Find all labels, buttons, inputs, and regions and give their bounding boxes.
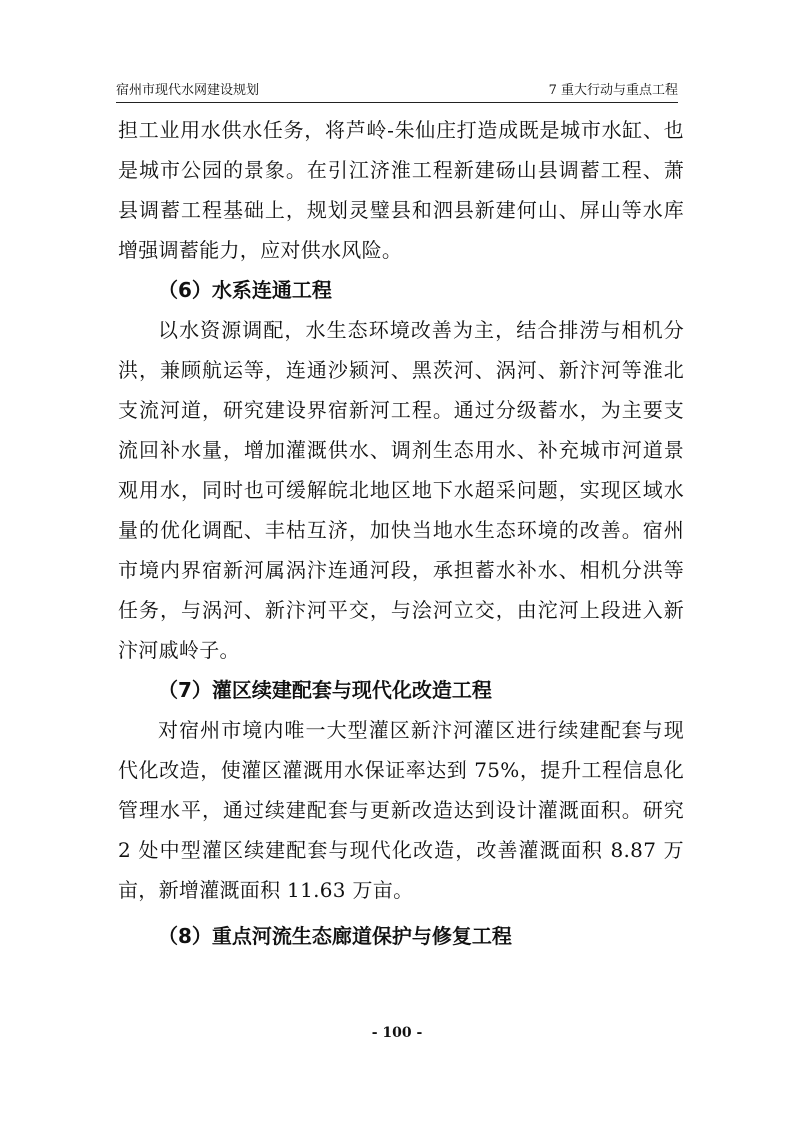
section-heading-ecological-corridor: （8）重点河流生态廊道保护与修复工程 [158, 924, 512, 948]
page-body [118, 110, 684, 956]
body-paragraph: 担工业用水供水任务，将芦岭-朱仙庄打造成既是城市水缸、也是城市公园的景象。在引江济淮工程新建砀山县调蓄工程、萧县调蓄工程基础上，规划灵璧县和泗县新建何山、屏山等水库增强调蓄能力，应对供水风险。 [118, 118, 684, 262]
section-heading-water-connection: （6）水系连通工程 [158, 278, 332, 302]
page-header [116, 80, 678, 103]
header-document-title: 宿州市现代水网建设规划 [116, 83, 260, 98]
section-heading-irrigation: （7）灌区续建配套与现代化改造工程 [158, 678, 492, 702]
header-chapter-title: 7 重大行动与重点工程 [548, 83, 678, 98]
page-number: - 100 - [371, 1025, 423, 1041]
body-paragraph: 对宿州市境内唯一大型灌区新汴河灌区进行续建配套与现代化改造，使灌区灌溉用水保证率达到 75%，提升工程信息化管理水平，通过续建配套与更新改造达到设计灌溉面积。研究 2 处中型灌区续建配套与现代化改造，改善灌溉面积 8.87 万亩，新增灌溉面积 11.63 万亩。 [118, 718, 684, 902]
body-paragraph: 以水资源调配，水生态环境改善为主，结合排涝与相机分洪，兼顾航运等，连通沙颍河、黑茨河、涡河、新汴河等淮北支流河道，研究建设界宿新河工程。通过分级蓄水，为主要支流回补水量，增加灌溉供水、调剂生态用水、补充城市河道景观用水，同时也可缓解皖北地区地下水超采问题，实现区域水量的优化调配、丰枯互济，加快当地水生态环境的改善。宿州市境内界宿新河属涡汴连通河段，承担蓄水补水、相机分洪等任务，与涡河、新汴河平交，与浍河立交，由沱河上段进入新汴河戚岭子。 [118, 318, 684, 662]
